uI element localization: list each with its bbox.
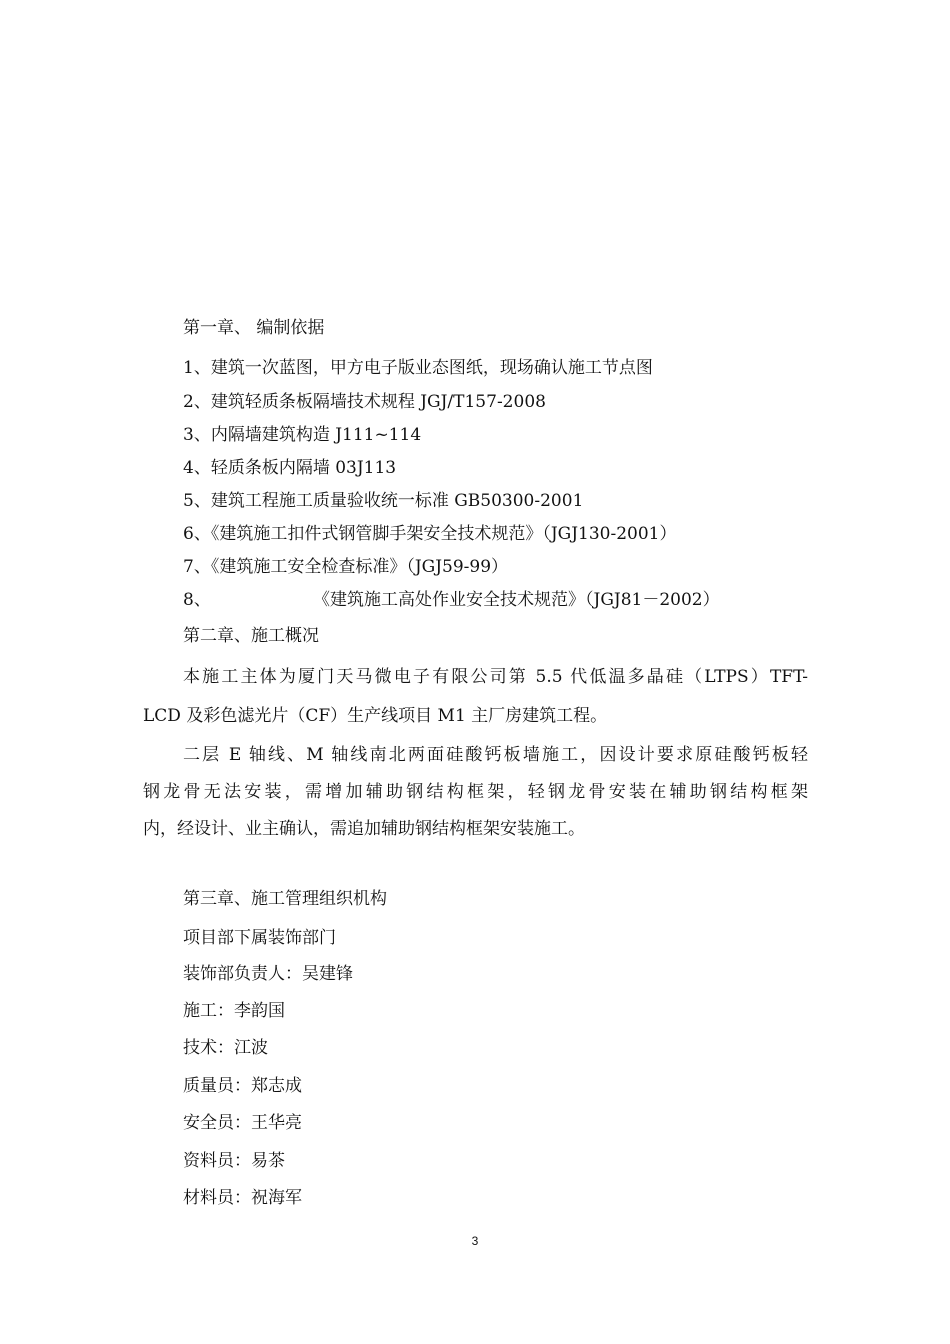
- page-number: 3: [471, 1234, 479, 1248]
- basis-item-3: 3、内隔墙建筑构造 J111~114: [183, 425, 422, 445]
- basis-item-6: 6、《建筑施工扣件式钢管脚手架安全技术规范》（JGJ130-2001）: [183, 524, 677, 544]
- chapter-1-heading: 第一章、 编制依据: [183, 318, 325, 338]
- organization-item: 装饰部负责人：吴建锋: [183, 964, 353, 984]
- organization-item: 质量员：郑志成: [183, 1076, 302, 1096]
- organization-item: 项目部下属装饰部门: [183, 928, 336, 948]
- basis-item-4: 4、轻质条板内隔墙 03J113: [183, 458, 397, 478]
- overview-paragraph-2-line-3: 内，经设计、业主确认，需追加辅助钢结构框架安装施工。: [143, 819, 585, 839]
- basis-item-8-text: 《建筑施工高处作业安全技术规范》（JGJ81－2002）: [313, 590, 720, 610]
- overview-paragraph-2-line-1: 二层 E 轴线、M 轴线南北两面硅酸钙板墙施工，因设计要求原硅酸钙板轻: [183, 745, 808, 765]
- basis-item-2: 2、建筑轻质条板隔墙技术规程 JGJ/T157-2008: [183, 392, 546, 412]
- overview-paragraph-1-line-1: 本施工主体为厦门天马微电子有限公司第 5.5 代低温多晶硅（LTPS）TFT-: [183, 667, 808, 687]
- organization-item: 施工：李韵国: [183, 1001, 285, 1021]
- basis-item-1: 1、建筑一次蓝图，甲方电子版业态图纸，现场确认施工节点图: [183, 358, 653, 378]
- organization-item: 材料员：祝海军: [183, 1188, 302, 1208]
- basis-item-8-number: 8、: [183, 590, 211, 610]
- basis-item-7: 7、《建筑施工安全检查标准》（JGJ59-99）: [183, 557, 509, 577]
- organization-item: 资料员：易茶: [183, 1151, 285, 1171]
- organization-item: 技术：江波: [183, 1038, 268, 1058]
- overview-paragraph-1-line-2: LCD 及彩色滤光片（CF）生产线项目 M1 主厂房建筑工程。: [143, 706, 608, 726]
- organization-item: 安全员：王华亮: [183, 1113, 302, 1133]
- overview-paragraph-2-line-2: 钢龙骨无法安装，需增加辅助钢结构框架，轻钢龙骨安装在辅助钢结构框架: [143, 782, 808, 802]
- chapter-3-heading: 第三章、施工管理组织机构: [183, 889, 387, 909]
- chapter-2-heading: 第二章、施工概况: [183, 626, 319, 646]
- basis-item-5: 5、建筑工程施工质量验收统一标准 GB50300-2001: [183, 491, 584, 511]
